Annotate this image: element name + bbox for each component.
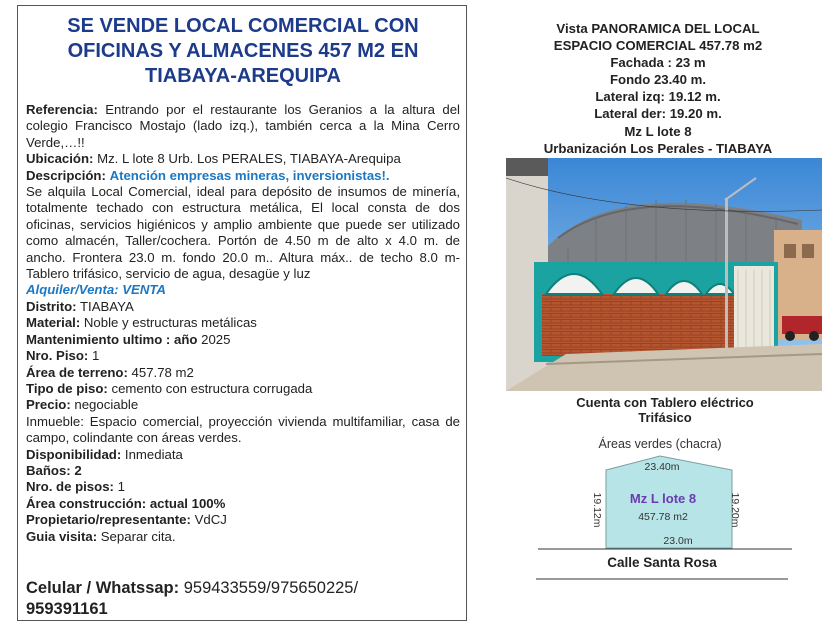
field-precio: Precio: negociable [26, 397, 139, 413]
plan-right-dim: 19.20m [729, 492, 741, 528]
referencia: Referencia: Entrando por el restaurante los Geranios a la altura del colegio Francisco Mostajo (lado izq.), también cerca a la Mina Cerro Verde,…!! [26, 102, 460, 150]
plan-lote-label: Mz L lote 8 [629, 491, 697, 506]
property-info-panel [500, 0, 840, 630]
inmueble: Inmueble: Espacio comercial, proyección vivienda multifamiliar, casa de campo, colindante con áreas verdes. [26, 413, 460, 446]
field-disponibilidad: Disponibilidad: Inmediata [26, 446, 183, 462]
listing-body [26, 102, 460, 545]
descripcion: Descripción: Atención empresas mineras, inversionistas!. [26, 167, 390, 183]
property-photo [506, 158, 822, 391]
ubicacion: Ubicación: Mz. L lote 8 Urb. Los PERALES, TIABAYA-Arequipa [26, 151, 401, 167]
contact-phone: Celular / Whatssap: 959433559/975650225/ 959391161 [26, 579, 359, 618]
field-banos: Baños: 2 [26, 462, 82, 478]
descripcion-text: Se alquila Local Comercial, ideal para depósito de insumos de minería, totalmente techado con estructura metálica, El local consta de dos oficinas, servicios higiénicos y amplio ambiente que puede ser utilizado como almacén, Taller/cochera. Portón de 4.50 m de alto x 4.0 m. de ancho. Frontera 23.0 m. fondo 20.0 m.. Altura máx.. de techo 8.0 m- Tablero trifásico, servicio de agua, desagüe y luz [26, 184, 460, 282]
photo-caption: Cuenta con Tablero eléctrico Trifásico [576, 395, 754, 425]
street-name: Calle Santa Rosa [607, 555, 717, 570]
field-nro-pisos: Nro. de pisos: 1 [26, 479, 125, 495]
alquiler-venta: Alquiler/Venta: VENTA [26, 282, 166, 298]
field-mantenimiento: Mantenimiento ultimo : año 2025 [26, 331, 231, 347]
plan-top-dim: 23.40m [644, 461, 680, 473]
field-area-terreno: Área de terreno: 457.78 m2 [26, 364, 194, 380]
plan-areas-verdes: Áreas verdes (chacra) [598, 437, 722, 451]
field-area-construccion: Área construcción: actual 100% [26, 495, 226, 511]
field-propietario: Propietario/representante: VdCJ [26, 512, 227, 528]
field-material: Material: Noble y estructuras metálicas [26, 315, 257, 331]
listing-title: SE VENDE LOCAL COMERCIAL CON OFICINAS Y ALMACENES 457 M2 EN TIABAYA-AREQUIPA [67, 15, 419, 87]
property-summary: Vista PANORAMICA DEL LOCAL ESPACIO COMERCIAL 457.78 m2 Fachada : 23 m Fondo 23.40 m. Lateral izq: 19.12 m. Lateral der: 19.20 m. Mz L lote 8 Urbanización Los Perales - TIABAYA [543, 21, 773, 156]
field-distrito: Distrito: TIABAYA [26, 298, 134, 314]
listing-panel [17, 5, 467, 621]
plan-area: 457.78 m2 [638, 511, 688, 523]
field-guia-visita: Guia visita: Separar cita. [26, 528, 176, 544]
field-tipo-piso: Tipo de piso: cemento con estructura corrugada [26, 380, 313, 396]
plan-bottom-dim: 23.0m [663, 535, 693, 547]
plan-left-dim: 19.12m [591, 492, 603, 528]
field-nro-piso: Nro. Piso: 1 [26, 348, 100, 364]
